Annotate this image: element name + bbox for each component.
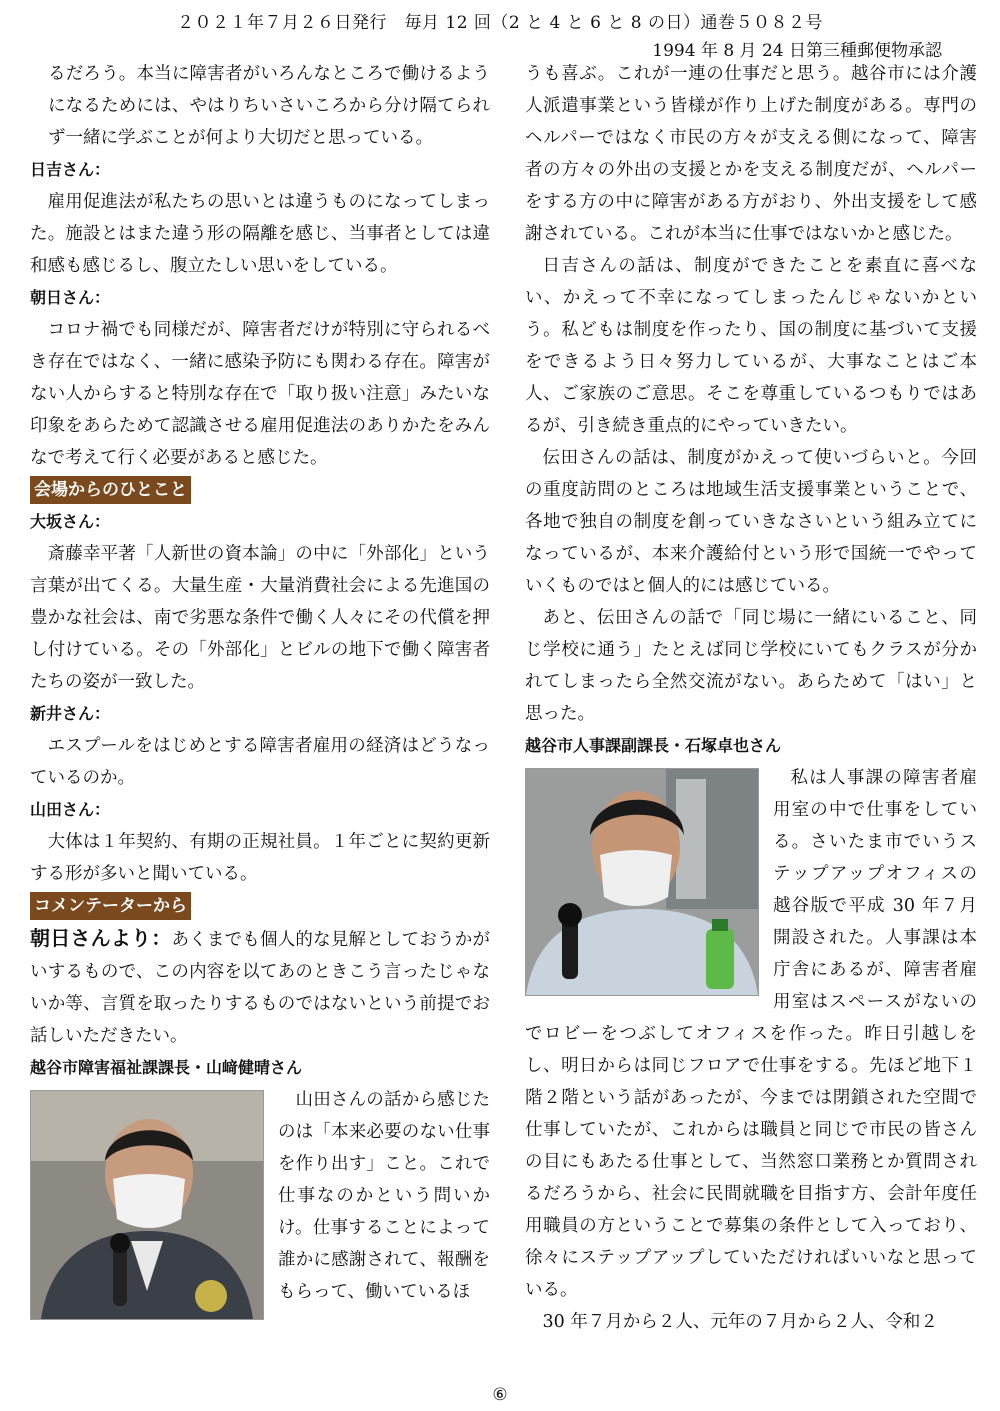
paragraph: 大体は１年契約、有期の正規社員。１年ごとに契約更新する形が多いと聞いている。 <box>30 832 490 884</box>
speaker-heading: 越谷市人事課副課長・石塚卓也さん <box>525 736 782 755</box>
right-column <box>525 58 977 1338</box>
section-heading: 会場からのひとこと <box>30 476 191 504</box>
paragraph: るだろう。本当に障害者がいろんなところで働けるようになるためには、やはりちいさいころから分け隔てられず一緒に学ぶことが何より大切だと思っている。 <box>48 64 490 148</box>
paragraph: エスプールをはじめとする障害者雇用の経済はどうなっているのか。 <box>30 736 490 788</box>
speaker-label: 日吉さん： <box>30 160 111 179</box>
speaker-label: 山田さん： <box>30 800 111 819</box>
speaker-label: 大坂さん： <box>30 512 111 531</box>
paragraph-text: あくまでも個人的な見解としておうかがいするもので、この内容を以てあのときこう言ったじゃないか等、言質を取ったりするものではないという前提でお話しいただきたい。 <box>30 930 491 1046</box>
speaker-label: 新井さん： <box>30 704 111 723</box>
paragraph: コロナ禍でも同様だが、障害者だけが特別に守られるべき存在ではなく、一緒に感染予防にも関わる存在。障害がない人からすると特別な存在で「取り扱い注意」みたいな印象をあらためて認識させる雇用促進法のありかたをみんなで考えて行く必要があると感じた。 <box>30 320 490 468</box>
paragraph: 私は人事課の障害者雇用室の中で仕事をしている。さいたま市でいうステップアップオフィスの越谷版で平成 30 年７月開設された。人事課は本庁舎にあるが、障害者雇用室はスペースがないのでロビーをつぶしてオフィスを作った。昨日引越しをし、明日からは同じフロアで仕事をする。先ほど地下１階２階という話があったが、今までは閉鎖された空間で仕事していたが、これからは職員と同じで市民の皆さんの目にもあたる仕事として、当然窓口業務とか質問されるだろうから、社会に民間就職を目指す方、会計年度任用職員の方ということで募集の条件として入っており、徐々にステップアップしていただければいいなと思っている。 <box>525 768 977 1300</box>
paragraph: 30 年７月から２人、元年の７月から２人、令和２ <box>542 1312 938 1332</box>
speaker-heading: 越谷市障害福祉課課長・山﨑健晴さん <box>30 1058 303 1077</box>
page-number: ⑥ <box>492 1385 508 1405</box>
left-column <box>30 58 490 1324</box>
paragraph: あと、伝田さんの話で「同じ場に一緒にいること、同じ学校に通う」たとえば同じ学校にいてもクラスが分かれてしまったら全然交流がない。あらためて「はい」と思った。 <box>525 608 977 724</box>
section-heading: コメンテーターから <box>30 892 191 920</box>
paragraph <box>30 922 490 1052</box>
paragraph: 山田さんの話から感じたのは「本来必要のない仕事を作り出す」こと。これで仕事なのかという問いかけ。仕事することによって誰かに感謝されて、報酬をもらって、働いているほ <box>278 1090 490 1302</box>
paragraph: 伝田さんの話は、制度がかえって使いづらいと。今回の重度訪問のところは地域生活支援事業ということで、各地で独自の制度を創っていきなさいという組み立てになっているが、本来介護給付という形で国統一でやっていくものではと個人的には感じている。 <box>525 448 977 596</box>
speaker-label: 朝日さん： <box>30 288 111 307</box>
paragraph: うも喜ぶ。これが一連の仕事だと思う。越谷市には介護人派遣事業という皆様が作り上げた制度がある。専門のヘルパーではなく市民の方々が支える側になって、障害者の方々の外出の支援とかを支える制度だが、ヘルパーをする方の中に障害がある方がおり、外出支援をして感謝されている。これが本当に仕事ではないかと感じた。 <box>525 64 977 244</box>
speaker-photo <box>30 1090 264 1320</box>
speaker-photo <box>525 768 759 996</box>
paragraph: 雇用促進法が私たちの思いとは違うものになってしまった。施設とはまた違う形の隔離を感じ、当事者としては違和感も感じるし、腹立たしい思いをしている。 <box>30 192 490 276</box>
issue-header: ２０２１年７月２６日発行 毎月 12 回（2 と 4 と 6 と 8 の日）通巻５０８２号 <box>176 13 824 33</box>
paragraph: 日吉さんの話は、制度ができたことを素直に喜べない、かえって不幸になってしまったんじゃないかという。私どもは制度を作ったり、国の制度に基づいて支援をできるよう日々努力しているが、大事なことはご本人、ご家族のご意思。そこを尊重しているつもりではあるが、引き続き重点的にやっていきたい。 <box>525 256 977 436</box>
paragraph: 斎藤幸平著「人新世の資本論」の中に「外部化」という言葉が出てくる。大量生産・大量消費社会による先進国の豊かな社会は、南で劣悪な条件で働く人々にその代償を押し付けている。その「外部化」とビルの地下で働く障害者たちの姿が一致した。 <box>30 544 490 692</box>
postal-approval: 1994 年 8 月 24 日第三種郵便物承認 <box>652 41 942 61</box>
speaker-label: 朝日さんより： <box>30 926 172 950</box>
